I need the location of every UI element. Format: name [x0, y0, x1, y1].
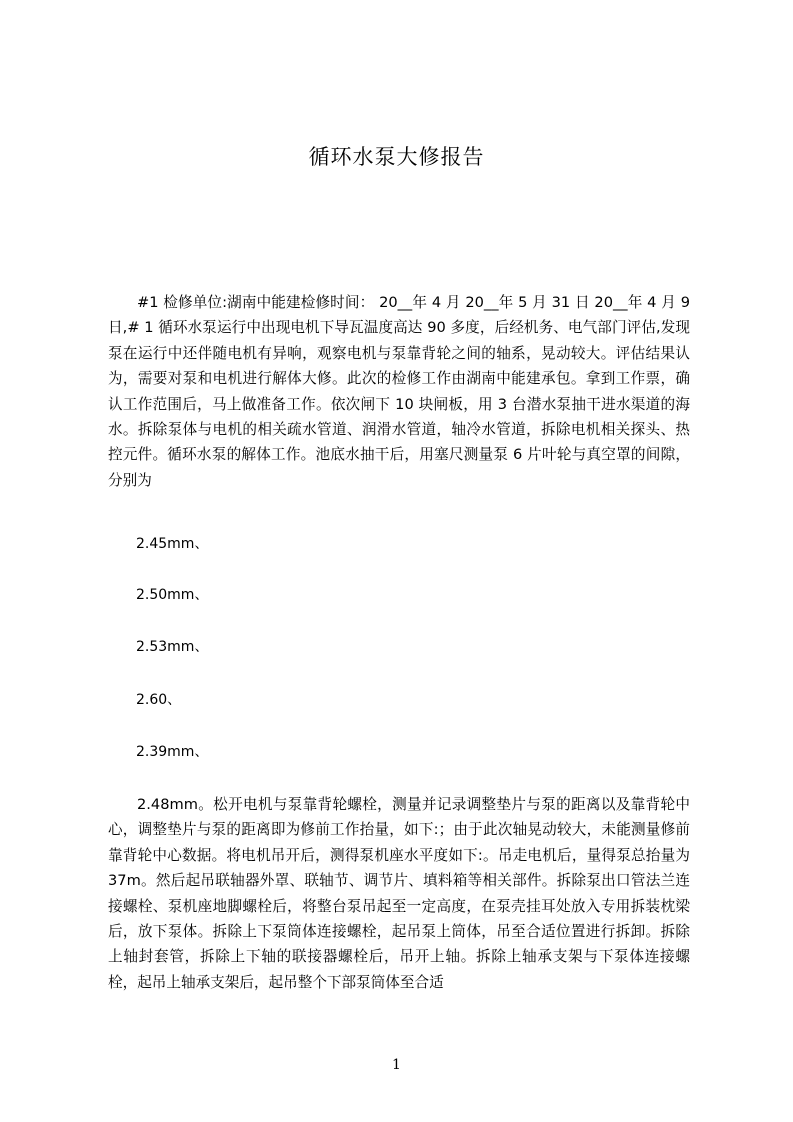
- page-number: 1: [392, 1057, 401, 1073]
- measurement-value: 2.39mm、: [136, 744, 209, 760]
- page-title: 循环水泵大修报告: [308, 145, 485, 169]
- body-paragraph-1: #1 检修单位:湖南中能建检修时间： 20__年 4 月 20__年 5 月 31 日 20__年 4 月 9 日,# 1 循环水泵运行中出现电机下导瓦温度高达 90 多度，后经机务、电气部门评估,发现泵在运行中还伴随电机有异响，观察电机与泵靠背轮之间的轴系，晃动较大。评估结果认为，需要对泵和电机进行解体大修。此次的检修工作由湖南中能建承包。拿到工作票，确认工作范围后，马上做准备工作。依次闸下 10 块闸板，用 3 台潜水泵抽干进水渠道的海水。拆除泵体与电机的相关疏水管道、润滑水管道，轴冷水管道，拆除电机相关探头、热控元件。循环水泵的解体工作。池底水抽干后，用塞尺测量泵 6 片叶轮与真空罩的间隙，分别为: [108, 294, 690, 489]
- measurement-value: 2.60、: [136, 692, 182, 708]
- body-paragraph-2: 2.48mm。松开电机与泵靠背轮螺栓，测量并记录调整垫片与泵的距离以及靠背轮中心，调整垫片与泵的距离即为修前工作抬量，如下:；由于此次轴晃动较大，未能测量修前靠背轮中心数据。将电机吊开后，测得泵机座水平度如下:。吊走电机后，量得泵总抬量为 37m。然后起吊联轴器外罩、联轴节、调节片、填料箱等相关部件。拆除泵出口管法兰连接螺栓、泵机座地脚螺栓后，将整台泵吊起至一定高度，在泵壳挂耳处放入专用拆装枕梁后，放下泵体。拆除上下泵筒体连接螺栓，起吊泵上筒体，吊至合适位置进行拆卸。拆除上轴封套管，拆除上下轴的联接器螺栓后，吊开上轴。拆除上轴承支架与下泵体连接螺栓，起吊上轴承支架后，起吊整个下部泵筒体至合适: [108, 796, 690, 991]
- measurement-value: 2.53mm、: [136, 639, 209, 655]
- measurement-value: 2.50mm、: [136, 587, 209, 603]
- measurement-value: 2.45mm、: [136, 536, 209, 552]
